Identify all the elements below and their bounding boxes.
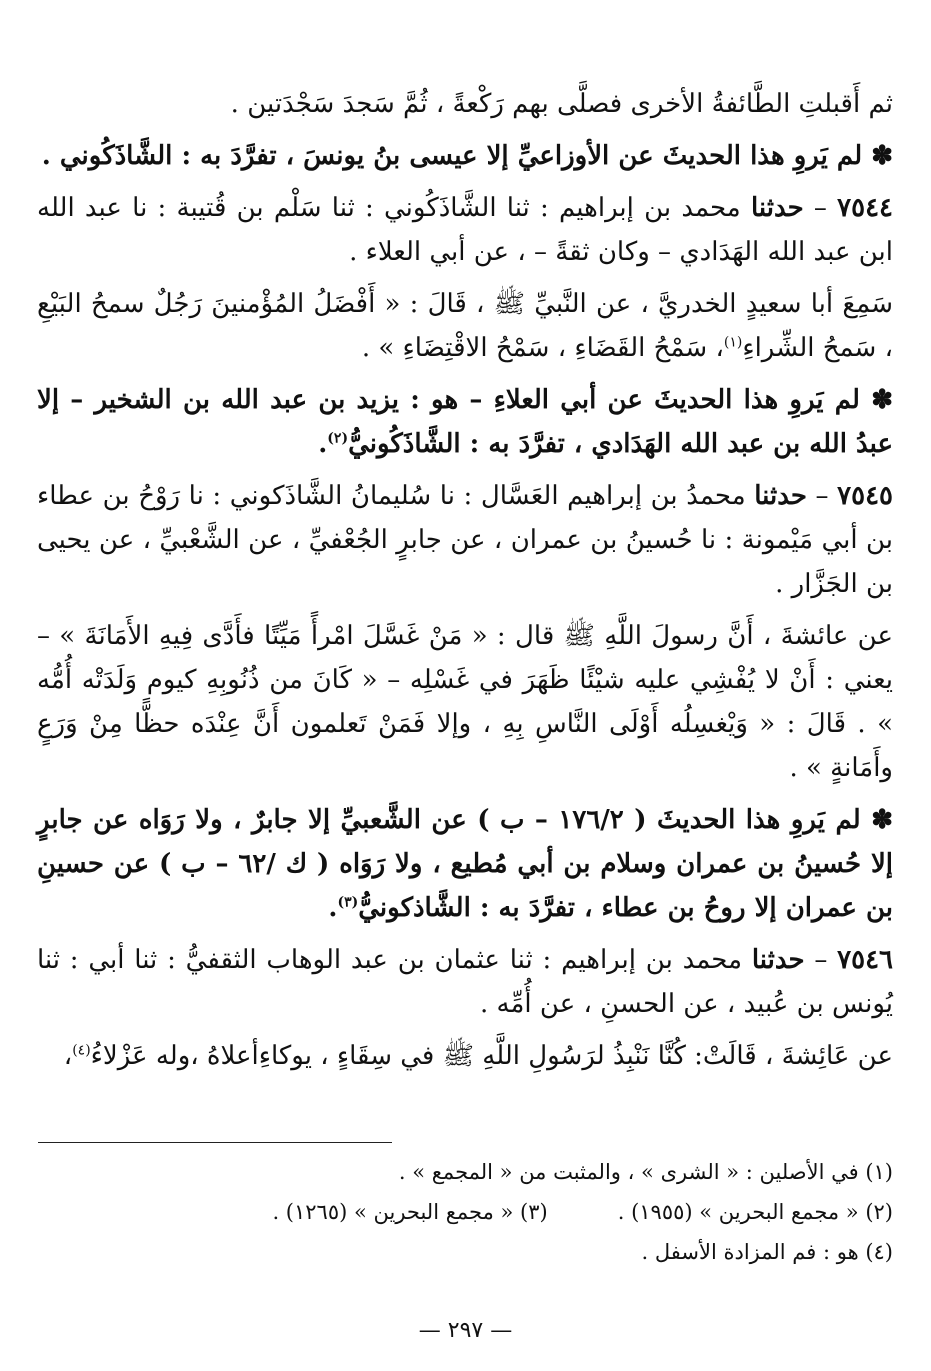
footnote-row [37,1192,893,1232]
hadith-number: ٧٥٤٦ [837,945,894,975]
footnote-4: (٤) هو : فم المزادة الأسفل . [641,1240,893,1264]
footnotes [37,1152,893,1272]
dash: – [804,945,838,975]
matn-text: سَمِعَ أبا سعيدٍ الخدريَّ ، عن النَّبيِّ ﷺ ، قَالَ : « أَفْضَلُ المُؤْمنينَ رَجُلٌ سمحُ البَيْعِ ، سَمحُ الشِّراءِ [37,289,893,363]
hadith-number: ٧٥٤٥ [837,481,893,511]
hadith-lead-word: حدثنا [750,193,804,223]
hadith-7546-matn [37,1034,893,1078]
star-icon: ✽ [871,141,893,171]
footnote-3: (٣) « مجمع البحرين » (١٢٦٥) . [272,1200,548,1224]
note-text: لم يَروِ هذا الحديثَ عن الأوزاعيِّ إلا عيسى بنُ يونسَ ، تفرَّدَ به : الشَّاذَكُوني . [41,141,863,171]
chain-text: محمدُ بن إبراهيم العَسَّال : نا سُليمانُ الشَّاذَكوني : نا رَوْحُ بن عطاء بن أبي مَيْمونة : نا حُسينُ بن عمران ، عن جابرٍ الجُعْفيِّ ، عن الشَّعْبيِّ ، عن يحيى بن الجَزَّار . [37,481,893,599]
hadith-7546-chain [37,938,893,1026]
commentary-note-1 [37,134,893,178]
footnote-ref-4[interactable]: (٤) [72,1042,91,1059]
star-icon: ✽ [871,805,893,835]
hadith-lead-word: حدثنا [751,945,805,975]
paragraph-continuation: ثم أَقبلتِ الطَّائفةُ الأخرى فصلَّى بهم رَكْعةً ، ثُمَّ سَجدَ سَجْدَتين . [230,89,893,119]
commentary-note-2 [37,378,893,466]
note-text: لم يَروِ هذا الحديثَ عن أبي العلاءِ – هو : يزيد بن عبد الله بن الشخير – إلا عبدُ الله بن عبد الله الهَدَادي ، تفرَّدَ به : الشَّاذَكُونيُّ [37,385,893,459]
main-text [37,82,893,1086]
star-icon: ✽ [871,385,893,415]
footnote-ref-2[interactable]: (٢) [327,430,349,447]
page-number: — ٢٩٧ — [418,1318,513,1343]
dash: – [803,193,838,223]
footnote-divider [38,1142,392,1143]
hadith-number: ٧٥٤٤ [837,193,894,223]
footnote-ref-3[interactable]: (٣) [337,894,359,911]
commentary-note-3 [37,798,893,930]
chain-text: محمد بن إبراهيم : ثنا الشَّاذَكُوني : ثنا سَلْم بن قُتيبة : نا عبد الله ابن عبد الله الهَدَادي – وكان ثقةً – ، عن أبي العلاء . [37,193,893,267]
note-end: . [328,893,338,923]
footnote-2: (٢) « مجمع البحرين » (١٩٥٥) . [617,1200,893,1224]
matn-text-end: ، [63,1041,73,1071]
hadith-7545-matn: عن عائشةَ ، أَنَّ رسولَ اللَّهِ ﷺ قال : « مَنْ غَسَّلَ امْرأً مَيِّتًا فأَدَّى فِيهِ الأَمَانَةَ » – يعني : أَنْ لا يُفْشِي عليه شيْئًا ظَهَرَ في غَسْلِه – « كَانَ من ذُنُوبِهِ كيوم وَلَدَتْه أُمُّه » . قَالَ : « وَيْغسِلُه أَوْلَى النَّاسِ بِهِ ، وإلا فَمَنْ تَعلمون أَنَّ عِنْدَه حظًّا مِنْ وَرَعٍ وأَمَانةٍ » . [37,621,893,783]
chain-text: محمد بن إبراهيم : ثنا عثمان بن عبد الوهاب الثقفيُّ : ثنا أبي : ثنا يُونس بن عُبيد ، عن الحسنِ ، عن أُمِّه . [37,945,893,1019]
matn-text: عن عَائِشةَ ، قَالَتْ: كُنَّا نَنْبِذُ لرَسُولِ اللَّهِ ﷺ في سِقَاءٍ ، يوكاءِأعلاهُ ،وله عَزْلاءُ [90,1041,893,1071]
hadith-lead-word: حدثنا [754,481,807,511]
hadith-7544-chain [37,186,893,274]
footnote-1: (١) في الأصلين : « الشرى » ، والمثبت من « المجمع » . [398,1160,893,1184]
matn-text-end: ، سَمْحُ القَضَاءِ ، سَمْحُ الاقْتِضَاءِ » . [361,333,724,363]
note-text: لم يَروِ هذا الحديثَ ( ١٧٦/٢ – ب ) عن الشَّعبيِّ إلا جابرٌ ، ولا رَوَاه عن جابرٍ إلا حُسينُ بن عمران وسلام بن أبي مُطيع ، ولا رَوَاه ( ك /٦٢ – ب ) عن حسينِ بن عمران إلا روحُ بن عطاء ، تفرَّدَ به : الشَّاذكونيُّ [37,805,894,923]
footnote-ref-1[interactable]: (١) [723,334,743,351]
hadith-7544-matn [37,282,893,370]
dash: – [806,481,838,511]
hadith-7545-chain [37,474,893,606]
note-end: . [318,429,328,459]
